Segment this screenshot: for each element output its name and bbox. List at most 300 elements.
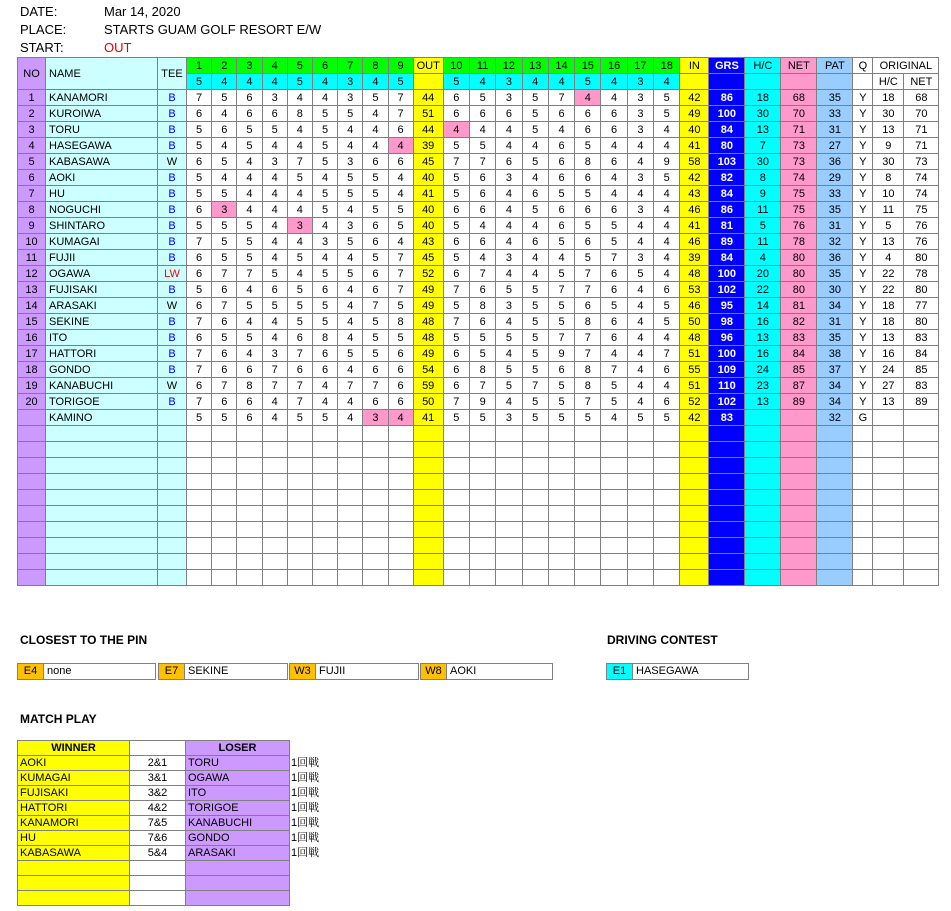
hole-score: 4 bbox=[363, 138, 388, 154]
hole-score: 7 bbox=[363, 378, 388, 394]
match-row bbox=[18, 861, 330, 876]
hole-score: 4 bbox=[237, 186, 262, 202]
hole-score: 7 bbox=[548, 90, 574, 106]
hole-score: 6 bbox=[601, 330, 627, 346]
hole-score bbox=[212, 506, 237, 522]
net-score bbox=[781, 474, 817, 490]
hole-score bbox=[212, 458, 237, 474]
gross-score: 109 bbox=[709, 362, 745, 378]
hole-score: 5 bbox=[496, 330, 522, 346]
hole-score bbox=[363, 554, 388, 570]
driving-contest-title: DRIVING CONTEST bbox=[607, 633, 718, 647]
original-hc: 18 bbox=[873, 314, 904, 330]
hole-score: 3 bbox=[338, 154, 363, 170]
hole-score: 6 bbox=[187, 106, 212, 122]
hole-score: 7 bbox=[443, 282, 469, 298]
hole-score bbox=[212, 442, 237, 458]
hole-score: 5 bbox=[287, 314, 312, 330]
hole-score: 4 bbox=[496, 346, 522, 362]
ctp-award bbox=[17, 663, 156, 680]
hole-score: 4 bbox=[443, 122, 469, 138]
hole-score bbox=[469, 522, 495, 538]
original-net bbox=[904, 442, 939, 458]
original-hc bbox=[873, 474, 904, 490]
hole-score: 6 bbox=[212, 314, 237, 330]
hole-score: 4 bbox=[522, 250, 548, 266]
match-row bbox=[18, 786, 330, 801]
player-name bbox=[46, 474, 158, 490]
hole-score: 6 bbox=[548, 218, 574, 234]
hole-score: 7 bbox=[443, 314, 469, 330]
hole-score bbox=[654, 570, 680, 586]
qualifier bbox=[853, 506, 873, 522]
match-loser bbox=[186, 876, 290, 891]
hole-score bbox=[338, 458, 363, 474]
hole-score bbox=[443, 554, 469, 570]
putts bbox=[817, 506, 853, 522]
hole-score bbox=[443, 474, 469, 490]
hole-score bbox=[548, 554, 574, 570]
match-loser: ARASAKI bbox=[186, 846, 290, 861]
hole-score: 7 bbox=[575, 346, 601, 362]
qualifier bbox=[853, 442, 873, 458]
hole-score bbox=[187, 570, 212, 586]
gross-score bbox=[709, 506, 745, 522]
hole-score: 5 bbox=[262, 122, 287, 138]
hole-score: 5 bbox=[212, 154, 237, 170]
original-hc: 4 bbox=[873, 250, 904, 266]
player-name bbox=[46, 538, 158, 554]
hole-score bbox=[388, 538, 413, 554]
ctp-award bbox=[420, 663, 553, 680]
place-value: STARTS GUAM GOLF RESORT E/W bbox=[104, 22, 322, 37]
driving-winner: HASEGAWA bbox=[636, 665, 699, 677]
player-row bbox=[18, 282, 939, 298]
player-no: 15 bbox=[18, 314, 46, 330]
handicap bbox=[745, 570, 781, 586]
par-grs-blank bbox=[709, 74, 745, 90]
hole-score: 6 bbox=[363, 154, 388, 170]
hole-score: 4 bbox=[262, 138, 287, 154]
match-score bbox=[130, 876, 186, 891]
hole-score: 3 bbox=[627, 170, 653, 186]
hole-score: 6 bbox=[601, 282, 627, 298]
hole-score: 6 bbox=[363, 218, 388, 234]
match-round: 1回戦 bbox=[291, 786, 320, 799]
hole-score: 7 bbox=[575, 282, 601, 298]
hole-score: 4 bbox=[338, 330, 363, 346]
match-winner bbox=[18, 861, 130, 876]
hole-score bbox=[627, 442, 653, 458]
hole-score: 5 bbox=[237, 298, 262, 314]
hole-score: 6 bbox=[654, 394, 680, 410]
player-tee bbox=[158, 458, 187, 474]
hole-score: 5 bbox=[312, 186, 337, 202]
player-name: NOGUCHI bbox=[46, 202, 158, 218]
hole-score: 5 bbox=[187, 138, 212, 154]
out-total: 50 bbox=[413, 394, 443, 410]
hole-score: 6 bbox=[443, 378, 469, 394]
hole-score bbox=[443, 426, 469, 442]
hole-score bbox=[312, 570, 337, 586]
hole-score: 4 bbox=[654, 234, 680, 250]
hole-score bbox=[522, 426, 548, 442]
hole-score: 5 bbox=[187, 282, 212, 298]
empty-row bbox=[18, 442, 939, 458]
hole-score: 5 bbox=[237, 138, 262, 154]
hole-score: 6 bbox=[601, 122, 627, 138]
hole-score bbox=[237, 426, 262, 442]
out-total: 41 bbox=[413, 410, 443, 426]
player-name bbox=[46, 442, 158, 458]
hole-score: 4 bbox=[338, 282, 363, 298]
putts: 35 bbox=[817, 330, 853, 346]
player-row bbox=[18, 218, 939, 234]
match-row bbox=[18, 876, 330, 891]
putts: 38 bbox=[817, 346, 853, 362]
original-hc: 13 bbox=[873, 330, 904, 346]
ctp-hole: W3 bbox=[290, 664, 316, 679]
hole-score: 5 bbox=[187, 410, 212, 426]
par-in-blank bbox=[680, 74, 709, 90]
original-hc bbox=[873, 426, 904, 442]
hole-score: 5 bbox=[601, 394, 627, 410]
qualifier bbox=[853, 570, 873, 586]
hole-score: 9 bbox=[548, 346, 574, 362]
hole-score: 6 bbox=[443, 362, 469, 378]
player-row bbox=[18, 154, 939, 170]
net-score: 85 bbox=[781, 362, 817, 378]
hole-score: 4 bbox=[654, 266, 680, 282]
hole-score: 5 bbox=[237, 218, 262, 234]
player-row bbox=[18, 122, 939, 138]
match-round bbox=[290, 891, 330, 906]
player-name: HATTORI bbox=[46, 346, 158, 362]
player-tee: B bbox=[158, 90, 187, 106]
in-total bbox=[680, 458, 709, 474]
hole-score: 5 bbox=[212, 250, 237, 266]
hole-number: 8 bbox=[363, 58, 388, 74]
hole-score: 7 bbox=[212, 378, 237, 394]
hole-number: 2 bbox=[212, 58, 237, 74]
hole-score: 5 bbox=[363, 250, 388, 266]
hole-score: 6 bbox=[187, 250, 212, 266]
hole-score: 5 bbox=[338, 234, 363, 250]
hole-score: 5 bbox=[312, 266, 337, 282]
match-score bbox=[130, 891, 186, 906]
original-net: 71 bbox=[904, 122, 939, 138]
hole-score: 4 bbox=[388, 170, 413, 186]
hole-score: 5 bbox=[312, 410, 337, 426]
hole-score: 5 bbox=[237, 250, 262, 266]
hole-score bbox=[312, 522, 337, 538]
original-net: 80 bbox=[904, 282, 939, 298]
handicap: 5 bbox=[745, 218, 781, 234]
hole-score: 5 bbox=[443, 250, 469, 266]
net-score bbox=[781, 538, 817, 554]
putts: 36 bbox=[817, 250, 853, 266]
match-round: 1回戦 bbox=[291, 846, 320, 859]
hole-number: 5 bbox=[287, 58, 312, 74]
ctp-winner: none bbox=[47, 665, 72, 677]
hole-score: 4 bbox=[338, 298, 363, 314]
player-tee bbox=[158, 410, 187, 426]
match-loser bbox=[186, 891, 290, 906]
hole-score bbox=[496, 442, 522, 458]
original-hc: 10 bbox=[873, 186, 904, 202]
player-tee: B bbox=[158, 250, 187, 266]
in-total: 41 bbox=[680, 138, 709, 154]
hole-score: 5 bbox=[338, 346, 363, 362]
match-score: 4&2 bbox=[130, 801, 186, 816]
putts: 32 bbox=[817, 234, 853, 250]
hole-score: 6 bbox=[469, 186, 495, 202]
putts: 37 bbox=[817, 362, 853, 378]
hole-score: 4 bbox=[627, 314, 653, 330]
qualifier: Y bbox=[853, 394, 873, 410]
hole-score bbox=[601, 506, 627, 522]
match-loser: OGAWA bbox=[186, 771, 290, 786]
putts bbox=[817, 490, 853, 506]
hole-score: 6 bbox=[388, 154, 413, 170]
hole-score: 7 bbox=[654, 346, 680, 362]
hole-score: 6 bbox=[312, 346, 337, 362]
hole-score bbox=[212, 570, 237, 586]
gross-score: 95 bbox=[709, 298, 745, 314]
player-row bbox=[18, 234, 939, 250]
original-hc: 11 bbox=[873, 202, 904, 218]
hole-score: 5 bbox=[627, 266, 653, 282]
hole-score: 5 bbox=[575, 218, 601, 234]
match-score: 7&5 bbox=[130, 816, 186, 831]
putts: 27 bbox=[817, 138, 853, 154]
out-total: 54 bbox=[413, 362, 443, 378]
empty-row bbox=[18, 538, 939, 554]
par-value: 4 bbox=[312, 74, 337, 90]
hole-score: 6 bbox=[601, 106, 627, 122]
hole-score: 7 bbox=[469, 154, 495, 170]
hole-score: 4 bbox=[496, 266, 522, 282]
player-no bbox=[18, 522, 46, 538]
hole-score: 5 bbox=[654, 410, 680, 426]
hole-score bbox=[548, 426, 574, 442]
hole-score bbox=[627, 490, 653, 506]
hole-score bbox=[627, 522, 653, 538]
original-net bbox=[904, 426, 939, 442]
hole-score: 3 bbox=[627, 90, 653, 106]
date-line bbox=[20, 4, 181, 20]
hole-score: 8 bbox=[388, 314, 413, 330]
out-total: 48 bbox=[413, 330, 443, 346]
hole-score bbox=[338, 554, 363, 570]
qualifier: Y bbox=[853, 106, 873, 122]
handicap bbox=[745, 506, 781, 522]
player-tee: B bbox=[158, 362, 187, 378]
player-tee: B bbox=[158, 394, 187, 410]
original-hc: 24 bbox=[873, 362, 904, 378]
hole-score: 7 bbox=[548, 330, 574, 346]
hole-score bbox=[287, 506, 312, 522]
score-header-blank bbox=[130, 741, 186, 756]
hole-score bbox=[443, 570, 469, 586]
hole-score: 6 bbox=[575, 202, 601, 218]
match-score: 7&6 bbox=[130, 831, 186, 846]
player-no: 19 bbox=[18, 378, 46, 394]
hole-score: 6 bbox=[443, 202, 469, 218]
hole-score bbox=[262, 522, 287, 538]
hole-score: 5 bbox=[443, 410, 469, 426]
hole-score: 5 bbox=[601, 218, 627, 234]
in-total: 53 bbox=[680, 282, 709, 298]
original-hc: 27 bbox=[873, 378, 904, 394]
qualifier: Y bbox=[853, 250, 873, 266]
hole-score: 5 bbox=[443, 186, 469, 202]
hole-score: 5 bbox=[522, 346, 548, 362]
col-header-q: Q bbox=[853, 58, 873, 74]
handicap: 16 bbox=[745, 314, 781, 330]
player-row bbox=[18, 170, 939, 186]
hole-score: 5 bbox=[443, 298, 469, 314]
loser-header: LOSER bbox=[186, 741, 290, 756]
match-loser: GONDO bbox=[186, 831, 290, 846]
hole-score bbox=[496, 522, 522, 538]
player-name bbox=[46, 570, 158, 586]
player-row bbox=[18, 362, 939, 378]
hole-score: 4 bbox=[237, 170, 262, 186]
hole-score bbox=[388, 442, 413, 458]
hole-score: 6 bbox=[443, 234, 469, 250]
hole-score bbox=[312, 554, 337, 570]
hole-number: 12 bbox=[496, 58, 522, 74]
qualifier: Y bbox=[853, 154, 873, 170]
player-tee: B bbox=[158, 218, 187, 234]
hole-score: 5 bbox=[469, 330, 495, 346]
hole-score: 5 bbox=[601, 298, 627, 314]
out-total: 52 bbox=[413, 266, 443, 282]
hole-score: 5 bbox=[363, 346, 388, 362]
par-value: 5 bbox=[187, 74, 212, 90]
hole-score bbox=[496, 570, 522, 586]
in-total bbox=[680, 570, 709, 586]
original-net: 75 bbox=[904, 202, 939, 218]
qualifier: Y bbox=[853, 122, 873, 138]
in-total: 42 bbox=[680, 170, 709, 186]
par-value: 4 bbox=[212, 74, 237, 90]
hole-score: 3 bbox=[496, 298, 522, 314]
ctp-winner: FUJII bbox=[319, 665, 346, 677]
original-hc bbox=[873, 442, 904, 458]
original-net: 74 bbox=[904, 186, 939, 202]
player-no bbox=[18, 474, 46, 490]
par-value: 3 bbox=[496, 74, 522, 90]
hole-score: 4 bbox=[287, 138, 312, 154]
original-net: 70 bbox=[904, 106, 939, 122]
player-name: OGAWA bbox=[46, 266, 158, 282]
hole-score: 4 bbox=[262, 218, 287, 234]
putts: 34 bbox=[817, 298, 853, 314]
hole-score: 4 bbox=[654, 202, 680, 218]
player-name: FUJISAKI bbox=[46, 282, 158, 298]
player-row bbox=[18, 330, 939, 346]
match-row bbox=[18, 756, 330, 771]
player-no: 13 bbox=[18, 282, 46, 298]
player-name bbox=[46, 522, 158, 538]
hole-score bbox=[548, 442, 574, 458]
match-row bbox=[18, 891, 330, 906]
original-net bbox=[904, 554, 939, 570]
hole-score: 4 bbox=[627, 282, 653, 298]
original-net: 74 bbox=[904, 170, 939, 186]
gross-score: 86 bbox=[709, 202, 745, 218]
hole-score: 9 bbox=[654, 154, 680, 170]
hole-score: 5 bbox=[522, 314, 548, 330]
hole-score: 8 bbox=[469, 298, 495, 314]
hole-score: 4 bbox=[496, 202, 522, 218]
hole-score bbox=[338, 426, 363, 442]
hole-score: 8 bbox=[575, 154, 601, 170]
hole-score: 4 bbox=[601, 410, 627, 426]
gross-score bbox=[709, 458, 745, 474]
hole-score: 4 bbox=[262, 410, 287, 426]
hole-score: 5 bbox=[469, 90, 495, 106]
player-tee bbox=[158, 554, 187, 570]
in-total bbox=[680, 490, 709, 506]
date-value: Mar 14, 2020 bbox=[104, 4, 181, 19]
col-header-name: NAME bbox=[46, 58, 158, 90]
hole-score: 6 bbox=[212, 122, 237, 138]
hole-score: 4 bbox=[654, 122, 680, 138]
in-total: 51 bbox=[680, 378, 709, 394]
hole-score bbox=[212, 490, 237, 506]
hole-number: 17 bbox=[627, 58, 653, 74]
handicap: 23 bbox=[745, 378, 781, 394]
hole-score bbox=[363, 458, 388, 474]
hole-score: 6 bbox=[212, 282, 237, 298]
hole-score: 7 bbox=[287, 154, 312, 170]
putts bbox=[817, 554, 853, 570]
player-tee: B bbox=[158, 234, 187, 250]
hole-number: 4 bbox=[262, 58, 287, 74]
handicap: 9 bbox=[745, 186, 781, 202]
original-net bbox=[904, 538, 939, 554]
empty-row bbox=[18, 506, 939, 522]
hole-score: 6 bbox=[548, 202, 574, 218]
hole-score: 4 bbox=[287, 90, 312, 106]
hole-score: 6 bbox=[469, 106, 495, 122]
hole-score: 6 bbox=[237, 362, 262, 378]
gross-score: 96 bbox=[709, 330, 745, 346]
gross-score: 82 bbox=[709, 170, 745, 186]
player-name bbox=[46, 458, 158, 474]
hole-score: 4 bbox=[262, 250, 287, 266]
gross-score: 80 bbox=[709, 138, 745, 154]
match-winner: KABASAWA bbox=[18, 846, 130, 861]
hole-score bbox=[469, 538, 495, 554]
hole-score: 5 bbox=[262, 266, 287, 282]
hole-score: 5 bbox=[187, 122, 212, 138]
player-row bbox=[18, 90, 939, 106]
hole-score bbox=[575, 522, 601, 538]
hole-score bbox=[469, 442, 495, 458]
hole-score bbox=[548, 506, 574, 522]
match-loser bbox=[186, 861, 290, 876]
gross-score bbox=[709, 522, 745, 538]
player-name: SEKINE bbox=[46, 314, 158, 330]
hole-score: 3 bbox=[312, 234, 337, 250]
original-hc bbox=[873, 570, 904, 586]
player-no: 3 bbox=[18, 122, 46, 138]
hole-score: 4 bbox=[627, 154, 653, 170]
